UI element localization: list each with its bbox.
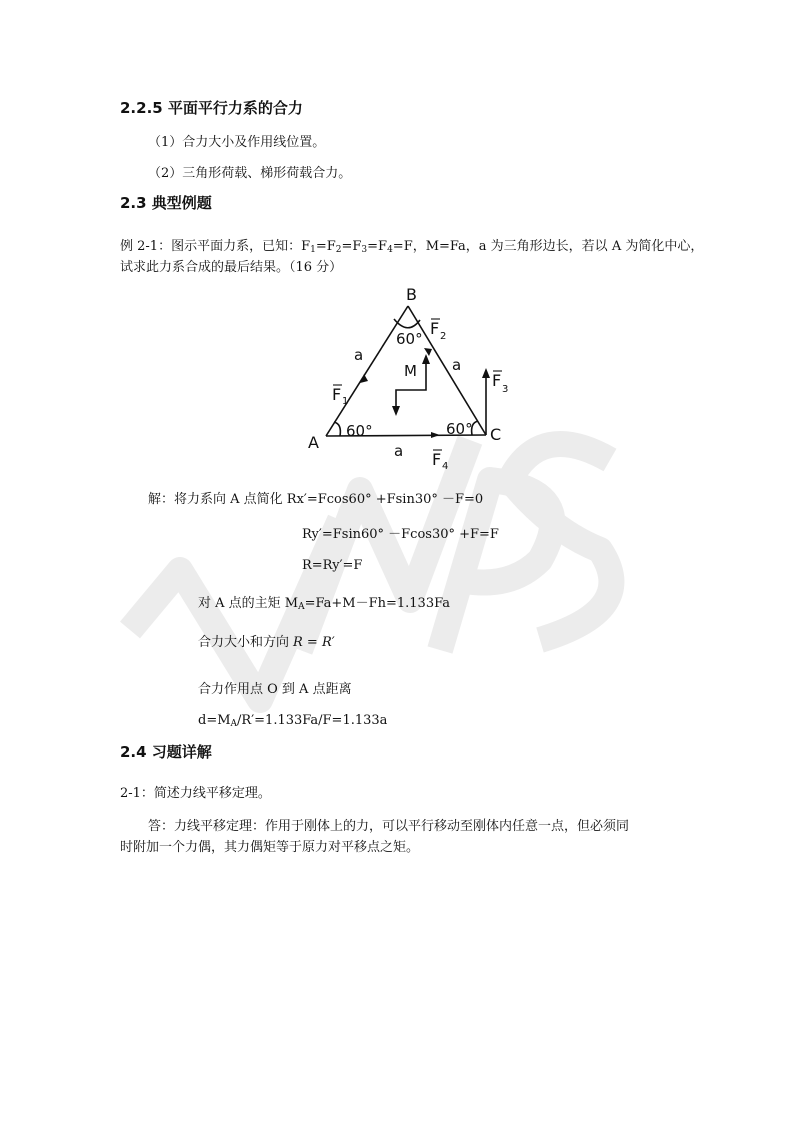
angle-a-label: 60°: [346, 422, 373, 440]
list-item: （2）三角形荷载、梯形荷载合力。: [148, 166, 352, 181]
list-item: （1）合力大小及作用线位置。: [148, 135, 326, 150]
f3-arrowhead: [482, 368, 490, 378]
solution-line-7: $d=M_A/R'=1.133Fa/F=1.133a$: [198, 713, 388, 729]
moment-arrowhead-down: [392, 406, 400, 416]
exercise-answer-line2: 时附加一个力偶，其力偶矩等于原力对平移点之矩。: [120, 840, 420, 855]
triangle-force-figure: [300, 282, 530, 472]
side-bc-label: a: [452, 356, 462, 374]
example-statement-line1: 例 2-1：图示平面力系，已知：$F_1=F_2=F_3=F_4=F$，M=Fa，a 为三角形边长，若以 A 为简化中心，: [120, 239, 704, 255]
angle-b-label: 60°: [396, 330, 423, 348]
solution-line-1: 解：将力系向 A 点简化 Rx′=Fcos60° +Fsin30° －F=0: [148, 492, 484, 507]
section-heading-2-4: 2.4 习题详解: [120, 743, 212, 761]
force-f4-label: F: [432, 450, 442, 469]
exercise-answer-line1: 答：力线平移定理：作用于刚体上的力，可以平行移动至刚体内任意一点，但必须同: [148, 819, 630, 834]
side-ac-label: a: [394, 442, 404, 460]
resultant-formula: R = R′: [293, 635, 335, 650]
side-ab: [326, 306, 408, 436]
force-f3-label: F: [492, 371, 502, 390]
example-statement-line2: 试求此力系合成的最后结果。（16 分）: [120, 260, 343, 275]
angle-c-label: 60°: [446, 420, 473, 438]
force-f2-label: F: [430, 319, 440, 338]
solution-line-5: 合力大小和方向 R = R′: [198, 635, 335, 650]
solution-line-6: 合力作用点 O 到 A 点距离: [198, 682, 352, 697]
force-f2-index: 2: [440, 331, 447, 342]
force-f4-index: 4: [442, 461, 449, 472]
vertex-a-label: A: [308, 433, 319, 452]
moment-label: M: [404, 362, 417, 380]
exercise-question: 2-1：简述力线平移定理。: [120, 786, 271, 801]
solution-line-3: R=Ry′=F: [302, 558, 363, 573]
section-heading-2-2-5: 2.2.5 平面平行力系的合力: [120, 99, 303, 117]
force-f1-index: 1: [342, 396, 349, 407]
section-heading-2-3: 2.3 典型例题: [120, 194, 212, 212]
vertex-c-label: C: [490, 425, 502, 444]
side-bc: [408, 306, 486, 435]
force-f3-index: 3: [502, 384, 509, 395]
solution-line-4: 对 A 点的主矩 $M_A=Fa+M-Fh=1.133Fa$: [198, 596, 450, 612]
f2-arrowhead: [424, 348, 432, 356]
f1-arrowhead: [360, 374, 368, 383]
f4-arrowhead: [431, 432, 440, 438]
side-ab-label: a: [354, 346, 364, 364]
solution-line-2: Ry′=Fsin60° －Fcos30° +F=F: [302, 527, 499, 542]
vertex-b-label: B: [406, 285, 417, 304]
angle-arc-a: [334, 422, 340, 436]
force-f1-label: F: [332, 385, 342, 404]
